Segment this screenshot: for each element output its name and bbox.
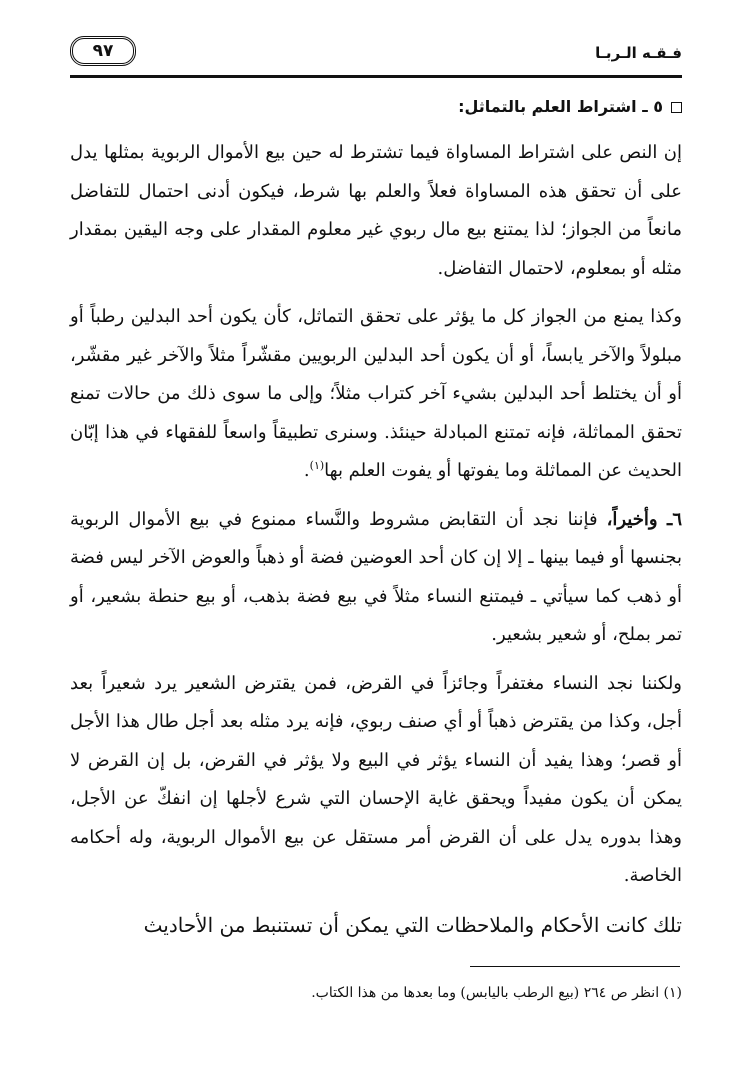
paragraph-3-text: فإننا نجد أن التقابض مشروط والنَّساء ممنوع في بيع الأموال الربوية بجنسها أو فيما بينها ـ إلا إن كان أحد العوضين فضة أو ذهباً والعوض الآخر ليس فضة أو ذهب كما سيأتي ـ فيمتنع النساء مثلاً في بيع فضة بذهب، أو بيع حنطة بشعير، أو تمر بملح، أو شعير بشعير. bbox=[70, 508, 682, 645]
running-head: فـقـه الـربـا bbox=[595, 44, 682, 62]
section-heading bbox=[70, 90, 682, 124]
footnote-rule bbox=[470, 966, 680, 967]
paragraph-2-text: وكذا يمنع من الجواز كل ما يؤثر على تحقق التماثل، كأن يكون أحد البدلين رطباً أو مبلولاً والآخر يابساً، أو أن يكون أحد البدلين الربويين مقشّراً مثلاً والآخر غير مقشّر، أو أن يختلط أحد البدلين بشيء آخر كتراب مثلاً؛ وإلى ما سوى ذلك من حالات تمنع تحقق المماثلة، فإنه تمتنع المبادلة حينئذ. وسنرى تطبيقاً واسعاً للفقهاء في هذا إبّان الحديث عن المماثلة وما يفوتها أو يفوت العلم بها bbox=[70, 306, 682, 481]
page-number: ٩٧ bbox=[70, 36, 136, 66]
header-rule bbox=[70, 75, 682, 78]
page-header bbox=[70, 28, 682, 76]
paragraph-3-lead: ٦ـ وأخيراً، bbox=[606, 508, 682, 530]
paragraph-2 bbox=[70, 298, 682, 491]
section-title: ٥ ـ اشتراط العلم بالتماثل: bbox=[458, 97, 663, 116]
paragraph-2-end: . bbox=[303, 460, 310, 481]
paragraph-3 bbox=[70, 501, 682, 655]
paragraph-4: ولكننا نجد النساء مغتفراً وجائزاً في القرض، فمن يقترض الشعير يرد شعيراً بعد أجل، وكذا من يقترض ذهباً أو أي صنف ربوي، فإنه يرد مثله بعد أجل طال هذا الأجل أو قصر؛ وهذا يفيد أن النساء يؤثر في البيع ولا يؤثر في القرض، بل إن القرض لا يمكن أن يكون مفيداً ويحقق غاية الإحسان التي شرع لأجلها إن انفكّ عن الأجل، وهذا بدوره يدل على أن القرض أمر مستقل عن بيع الأموال الربوية، وله أحكامه الخاصة. bbox=[70, 672, 682, 886]
footnote-1: (١) انظر ص ٢٦٤ (بيع الرطب باليابس) وما بعدها من هذا الكتاب. bbox=[311, 985, 682, 1001]
square-bullet-icon bbox=[671, 102, 682, 113]
paragraph-5: تلك كانت الأحكام والملاحظات التي يمكن أن تستنبط من الأحاديث bbox=[143, 912, 682, 937]
paragraph-1: إن النص على اشتراط المساواة فيما تشترط له حين بيع الأموال الربوية بمثلها يدل على أن تحقق هذه المساواة فعلاً والعلم بها شرط، فيكون أدنى احتمال للتفاضل مانعاً من الجواز؛ لذا يمتنع بيع مال ربوي غير معلوم المقدار على وجه اليقين بمقدار مثله أو بمعلوم، لاحتمال التفاضل. bbox=[70, 142, 682, 279]
footnote-reference: (١) bbox=[309, 459, 325, 472]
body-text bbox=[70, 90, 682, 944]
